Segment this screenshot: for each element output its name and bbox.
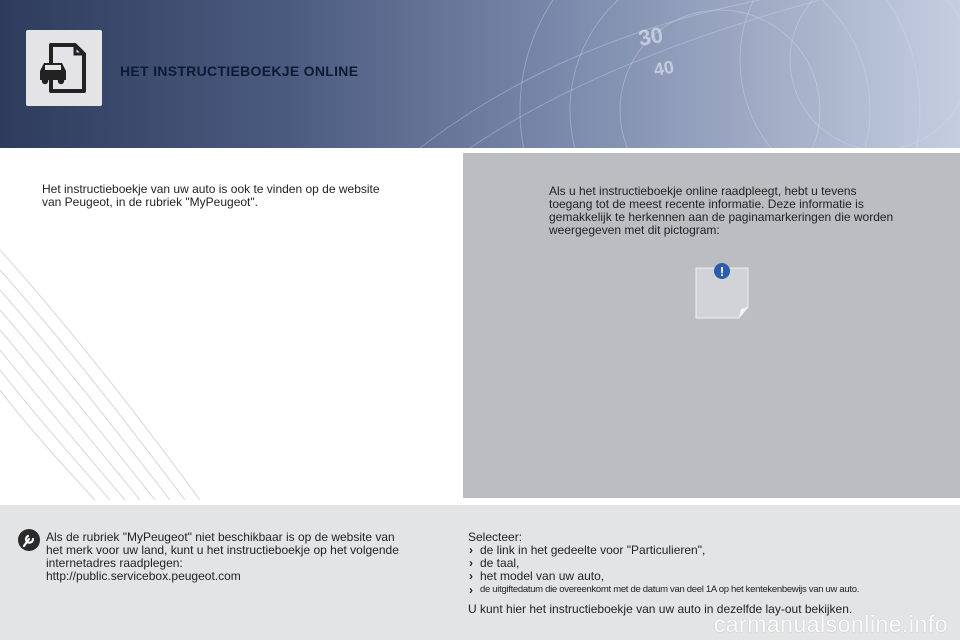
select-steps-list: [468, 544, 948, 597]
website-url[interactable]: http://public.servicebox.peugeot.com: [46, 569, 241, 583]
bottom-info-band: [0, 505, 960, 640]
list-item: [468, 570, 948, 583]
select-heading: Selecteer:: [468, 530, 523, 544]
pictogram-mark: !: [719, 264, 725, 279]
online-info-panel: [463, 153, 960, 498]
info-line: het merk voor uw land, kunt u het instructieboekje op het volgende: [46, 543, 399, 557]
intro-paragraph: [42, 183, 422, 209]
panel-line: Als u het instructieboekje online raadpleegt, hebt u tevens: [549, 184, 857, 198]
intro-line: van Peugeot, in de rubriek "MyPeugeot".: [42, 195, 258, 209]
panel-line: gemakkelijk te herkennen aan de paginamarkeringen die worden: [549, 210, 894, 224]
car-document-icon: [26, 30, 102, 106]
chevron-right-icon: ›: [469, 569, 473, 583]
chevron-right-icon: ›: [469, 583, 473, 597]
manual-logo: [26, 30, 102, 106]
panel-line: weergegeven met dit pictogram:: [549, 223, 720, 237]
header-banner: [0, 0, 960, 148]
svg-text:30: 30: [636, 22, 665, 51]
site-watermark: carmanualsonline.info: [713, 611, 948, 637]
list-item-text: het model van uw auto,: [480, 569, 605, 583]
info-line: Als de rubriek "MyPeugeot" niet beschikbaar is op de website van: [46, 530, 395, 544]
chevron-right-icon: ›: [469, 543, 473, 557]
list-item-text: de uitgiftedatum die overeenkomt met de datum van deel 1A op het kentekenbewijs van uw auto.: [480, 584, 860, 595]
panel-line: toegang tot de meest recente informatie. Deze informatie is: [549, 197, 864, 211]
list-item: [468, 544, 948, 557]
panel-paragraph: [549, 185, 939, 237]
info-line: internetadres raadplegen:: [46, 556, 183, 570]
select-instructions: [468, 531, 948, 616]
intro-line: Het instructieboekje van uw auto is ook te vinden op de website: [42, 182, 380, 196]
update-page-icon: [693, 261, 753, 321]
list-item: [468, 583, 948, 597]
wrench-info-icon: [17, 528, 41, 552]
page-title: HET INSTRUCTIEBOEKJE ONLINE: [120, 63, 359, 79]
background-curves: [0, 250, 220, 500]
list-item-text: de link in het gedeelte voor "Particulieren",: [480, 543, 706, 557]
list-item-text: de taal,: [480, 556, 520, 570]
svg-text:40: 40: [652, 56, 676, 80]
select-footer-text: U kunt hier het instructieboekje van uw auto in dezelfde lay-out bekijken.: [468, 602, 853, 616]
info-paragraph: [46, 531, 446, 583]
chevron-right-icon: ›: [469, 556, 473, 570]
